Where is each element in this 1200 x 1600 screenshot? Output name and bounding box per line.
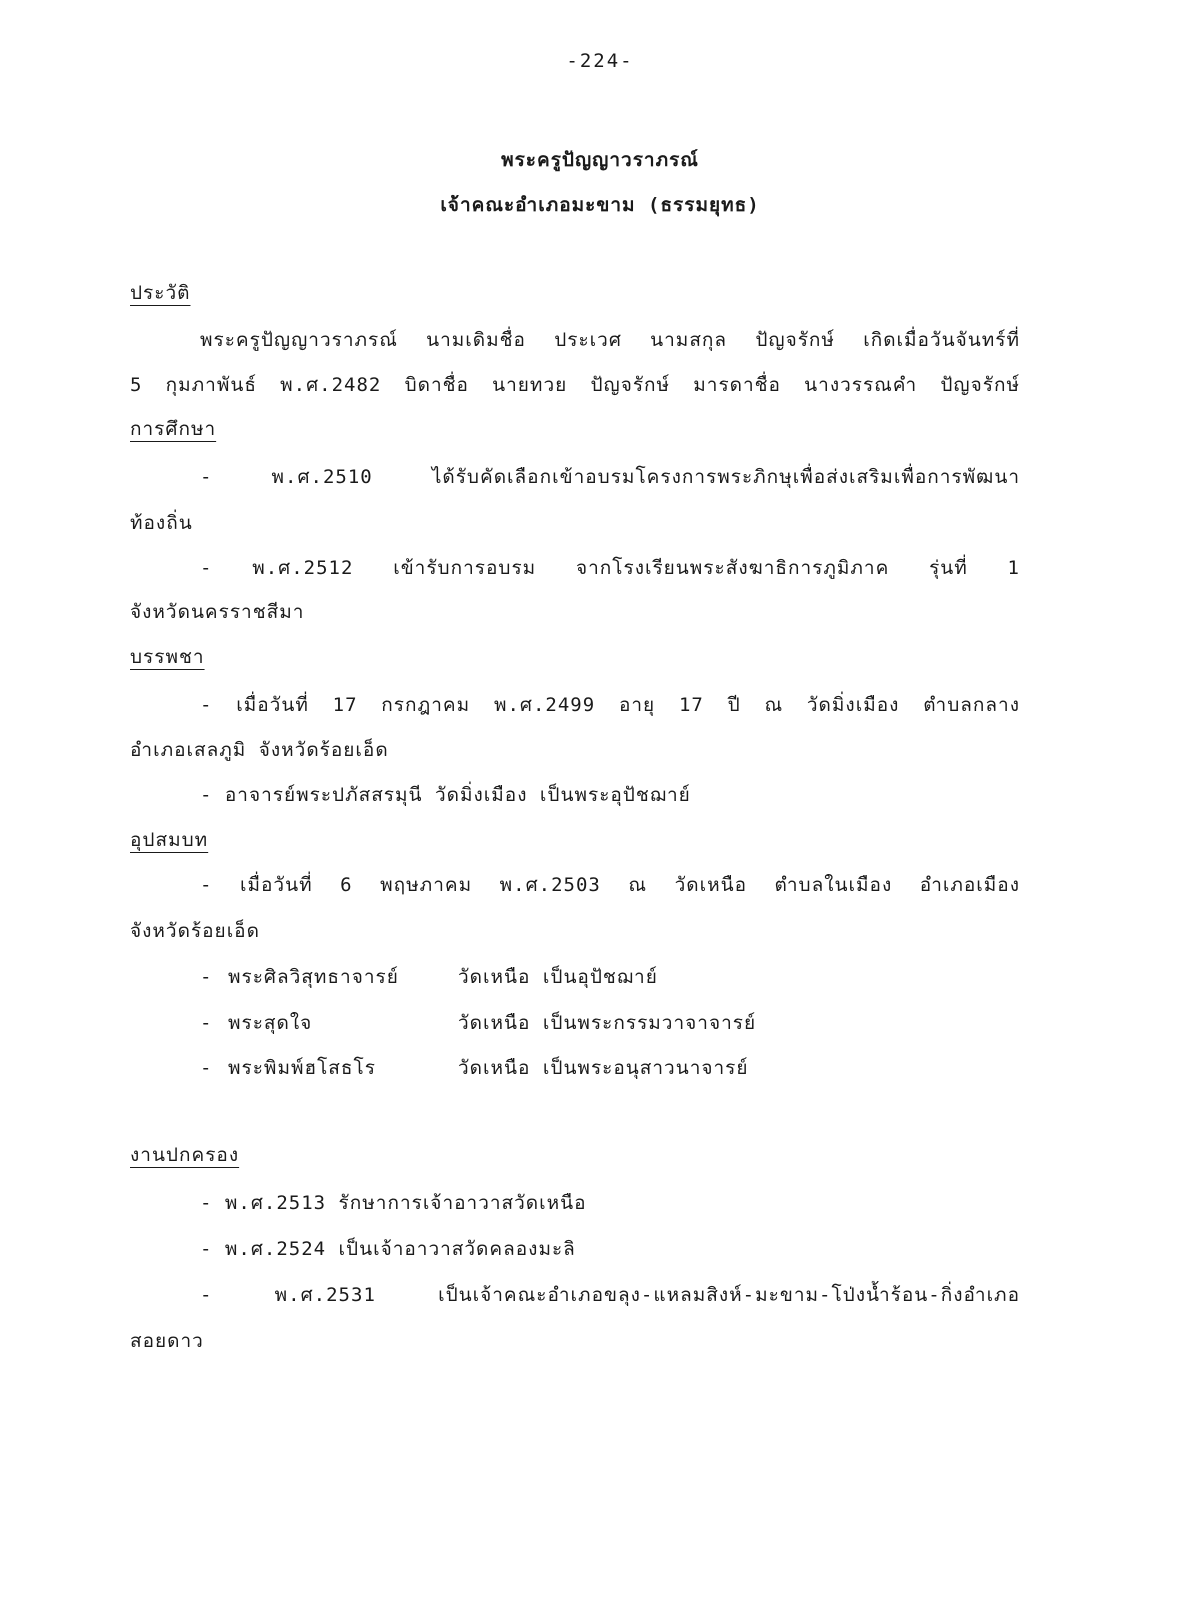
admin-item-1: - พ.ศ.2513 รักษาการเจ้าอาวาสวัดเหนือ	[200, 1192, 587, 1214]
novice-item-1: - เมื่อวันที่ 17 กรกฎาคม พ.ศ.2499 อายุ 17 ปี ณ วัดมิ่งเมือง ตำบลกลาง	[200, 694, 1020, 716]
section-heading-education: การศึกษา	[130, 418, 217, 440]
preceptor-row: - พระศิลวิสุทธาจารย์ วัดเหนือ เป็นอุปัชฌาย์	[200, 962, 1020, 992]
admin-item-2: - พ.ศ.2524 เป็นเจ้าอาวาสวัดคลองมะลิ	[200, 1238, 576, 1260]
preceptor-name: พระศิลวิสุทธาจารย์	[228, 966, 399, 988]
section-heading-history: ประวัติ	[130, 282, 191, 304]
anusavanacariya-name: พระพิมพ์ฮโสธโร	[228, 1057, 376, 1079]
admin-item-3-cont: สอยดาว	[130, 1330, 204, 1352]
kammavacariya-role: เป็นพระกรรมวาจาจารย์	[542, 1012, 757, 1034]
monk-item-1-cont: จังหวัดร้อยเอ็ด	[130, 920, 260, 942]
novice-item-2: - อาจารย์พระปภัสสรมุนี วัดมิ่งเมือง เป็นพระอุปัชฌาย์	[200, 784, 691, 806]
kammavacariya-row: - พระสุดใจ วัดเหนือ เป็นพระกรรมวาจาจารย์	[200, 1008, 1020, 1038]
anusavanacariya-role: เป็นพระอนุสาวนาจารย์	[542, 1057, 749, 1079]
page-subtitle: เจ้าคณะอำเภอมะขาม (ธรรมยุทธ)	[440, 194, 760, 216]
education-item-2-cont: จังหวัดนครราชสีมา	[130, 601, 305, 623]
page-title: พระครูปัญญาวราภรณ์	[501, 149, 699, 171]
admin-item-3: - พ.ศ.2531 เป็นเจ้าคณะอำเภอขลุง-แหลมสิงห์-มะขาม-โป่งน้ำร้อน-กิ่งอำเภอ	[200, 1284, 1020, 1306]
section-heading-monk: อุปสมบท	[130, 829, 209, 851]
education-item-2: - พ.ศ.2512 เข้ารับการอบรม จากโรงเรียนพระสังฆาธิการภูมิภาค รุ่นที่ 1	[200, 557, 1020, 579]
monk-item-1: - เมื่อวันที่ 6 พฤษภาคม พ.ศ.2503 ณ วัดเหนือ ตำบลในเมือง อำเภอเมือง	[200, 874, 1020, 896]
section-heading-administration: งานปกครอง	[130, 1144, 240, 1166]
anusavanacariya-row: - พระพิมพ์ฮโสธโร วัดเหนือ เป็นพระอนุสาวนาจารย์	[200, 1053, 1020, 1083]
anusavanacariya-temple: วัดเหนือ	[458, 1057, 531, 1079]
kammavacariya-temple: วัดเหนือ	[458, 1012, 531, 1034]
page-number: -224-	[566, 50, 634, 72]
history-line-1: พระครูปัญญาวราภรณ์ นามเดิมชื่อ ประเวศ นามสกุล ปัญจรักษ์ เกิดเมื่อวันจันทร์ที่	[200, 329, 1020, 351]
preceptor-role: เป็นอุปัชฌาย์	[542, 966, 658, 988]
education-item-1: - พ.ศ.2510 ได้รับคัดเลือกเข้าอบรมโครงการพระภิกษุเพื่อส่งเสริมเพื่อการพัฒนา	[200, 466, 1020, 488]
history-line-2: 5 กุมภาพันธ์ พ.ศ.2482 บิดาชื่อ นายทวย ปัญจรักษ์ มารดาชื่อ นางวรรณคำ ปัญจรักษ์	[130, 374, 1020, 396]
kammavacariya-name: พระสุดใจ	[228, 1012, 313, 1034]
section-heading-novice: บรรพชา	[130, 646, 205, 668]
novice-item-1-cont: อำเภอเสลภูมิ จังหวัดร้อยเอ็ด	[130, 739, 389, 761]
education-item-1-cont: ท้องถิ่น	[130, 512, 193, 534]
preceptor-temple: วัดเหนือ	[458, 966, 531, 988]
